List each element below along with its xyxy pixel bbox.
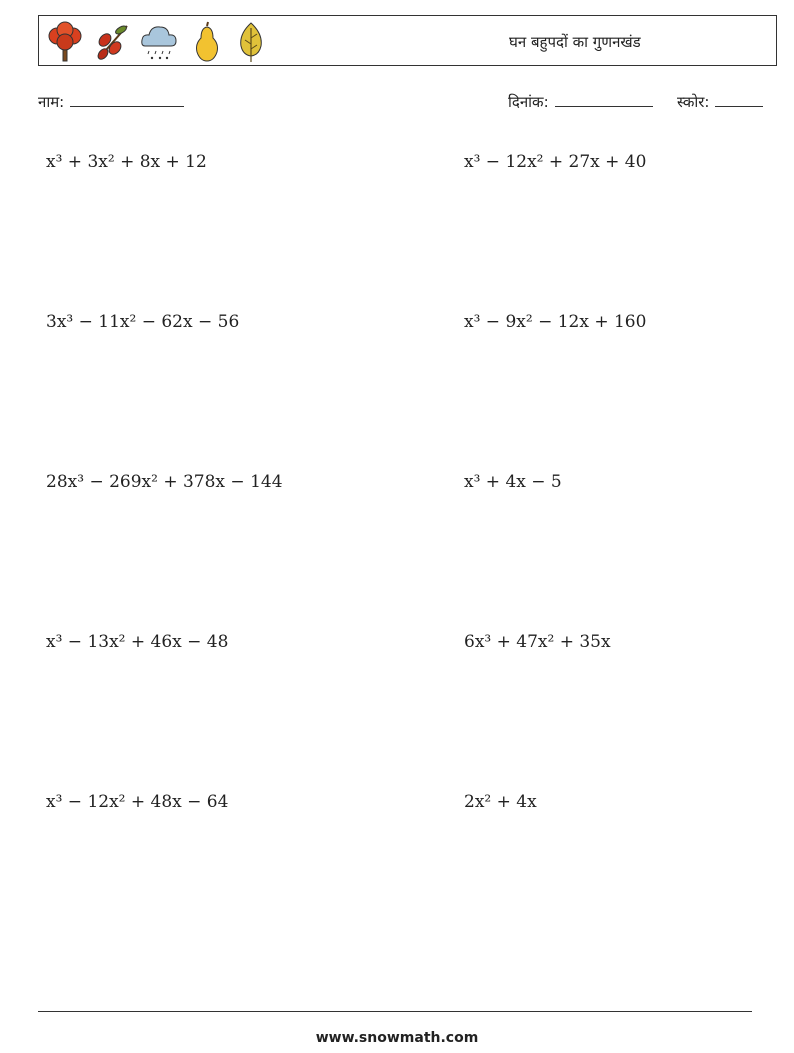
rosehip-branch-icon <box>93 20 133 64</box>
tree-icon <box>45 20 85 64</box>
score-label: स्कोर: <box>677 93 710 111</box>
problem-8: 6x³ + 47x² + 35x <box>464 632 611 652</box>
date-label: दिनांक: <box>508 93 549 111</box>
problem-9: x³ − 12x² + 48x − 64 <box>46 792 229 812</box>
problem-5: 28x³ − 269x² + 378x − 144 <box>46 472 283 492</box>
name-label: नाम: <box>38 93 65 111</box>
footer-divider <box>38 1011 752 1012</box>
problem-6: x³ + 4x − 5 <box>464 472 562 492</box>
rain-cloud-icon <box>139 20 179 64</box>
problem-4: x³ − 9x² − 12x + 160 <box>464 312 647 332</box>
worksheet-header <box>38 15 777 66</box>
name-field <box>38 92 184 112</box>
problem-10: 2x² + 4x <box>464 792 537 812</box>
date-field <box>508 92 653 112</box>
problem-1: x³ + 3x² + 8x + 12 <box>46 152 207 172</box>
problem-2: x³ − 12x² + 27x + 40 <box>464 152 647 172</box>
problem-7: x³ − 13x² + 46x − 48 <box>46 632 229 652</box>
score-blank[interactable] <box>715 92 763 107</box>
date-blank[interactable] <box>555 92 653 107</box>
pear-icon <box>187 20 227 64</box>
name-blank[interactable] <box>70 92 184 107</box>
footer-url[interactable]: www.snowmath.com <box>315 1030 479 1046</box>
worksheet-title: घन बहुपदों का गुणनखंड <box>509 33 641 51</box>
score-field <box>677 92 763 112</box>
problem-3: 3x³ − 11x² − 62x − 56 <box>46 312 240 332</box>
leaf-icon <box>231 20 271 64</box>
